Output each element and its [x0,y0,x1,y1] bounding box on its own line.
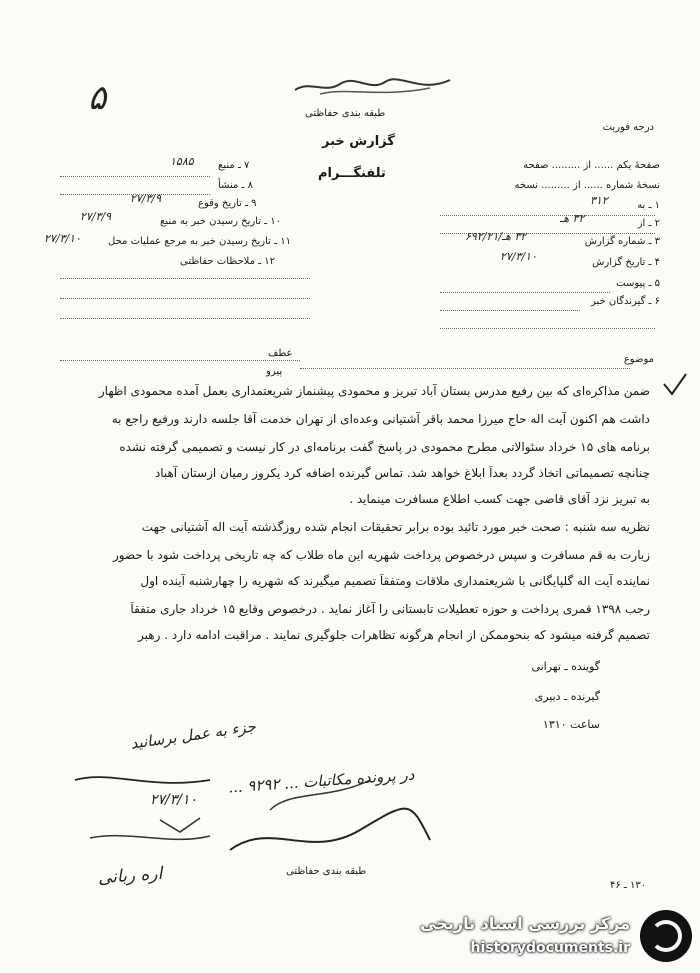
field-notes-line-3 [60,318,310,319]
opinion-line-5: تصمیم گرفته میشود که بنحوممکن از انجام هرگونه تظاهرات جلوگیری نمایند . مراقبت ادامه دارد . رهبر [138,628,650,642]
receiver-line: گیرنده ـ دبیری [534,690,600,703]
field-page-of: صفحهٔ یکم ...... از ......... صفحه [523,160,660,171]
field-received-source-label: ۱۰ ـ تاریخ رسیدن خبر به منبع [160,216,282,227]
field-received-ops-value: ۲۷/۳/۱۰ [44,232,81,245]
body-line-4: چنانچه تصمیماتی اتخاذ گردد بعداً ابلاغ خواهد شد. تماس گیرنده اضافه کرد یکروز رمیان ازستان آهباد [154,466,650,480]
field-to-value: ۳۱۲ [590,194,608,207]
field-from-label: ۲ ـ از [637,218,660,229]
field-recipients-label: ۶ ـ گیرندگان خبر [590,296,660,307]
handwritten-note-2: در پرونده مکاتبات ... ۹۲۹۲ ... [227,765,415,797]
signature-scribble [70,760,630,880]
field-event-date-value: ۲۷/۳/۹ [130,192,162,205]
field-notes-line-1 [60,278,310,279]
archive-name: مرکز بررسی اسناد تاریخی [420,914,630,933]
body-line-5: به تبریز نزد آقای قاضی جهت کسب اطلاع مسافرت مینماید . [349,492,650,506]
field-received-ops-label: ۱۱ ـ تاریخ رسیدن خبر به مرجع عملیات محل [108,236,291,247]
subject-line [300,368,630,369]
archive-url: historydocuments.ir [470,940,630,956]
classification-bottom: طبقه بندی حفاظتی [286,866,367,877]
handwritten-date: ۲۷/۳/۱۰ [150,792,198,808]
opinion-line-2: زیارت به قم مسافرت و سپس درخصوص پرداخت شهریه این ماه طلاب که چه تاریخی پرداخت شود با حضور [112,548,650,562]
stamp-scribble [290,72,460,102]
field-source-label: ۷ ـ منبع [218,160,250,171]
time-line: ساعت ۱۳۱۰ [542,718,600,731]
classification-top: طبقه بندی حفاظتی [305,108,386,119]
field-report-date-value: ۲۷/۳/۱۰ [500,250,537,263]
field-to-line [440,215,655,216]
field-report-no-value: ۳۲ هـ/۶۹۲/۲۱ [465,230,527,243]
opinion-line-4: رجب ۱۳۹۸ قمری پرداخت و حوزه تعطیلات تابستانی را آغاز نماید . درخصوص وقایع ۱۵ خرداد جاری متفقاً [130,602,650,616]
field-copy-of: نسخهٔ شماره ...... از ......... نسخه [514,180,660,191]
handwritten-bottom-left: اره ربانی [97,863,163,889]
field-recipients-line-1 [440,310,580,311]
field-to-label: ۱ ـ به [637,200,660,211]
telegram-label: تلفنگـــرام [318,166,386,181]
opinion-line-3: نماینده آیت اله گلپایگانی با شریعتمداری ملاقات ومتفقاً تصمیم میگیرند که شهریه را چهارشنبه آینده اول [140,574,650,588]
report-title: گزارش خبر [322,134,395,149]
page-number-mark: ۵ [88,78,107,118]
ref-top-label: عطف [268,348,293,359]
field-notes-label: ۱۲ ـ ملاحظات حفاظتی [180,256,275,267]
field-from-value: ۳۲ هـ [560,212,585,225]
archive-watermark [410,898,700,973]
field-attachment-label: ۵ ـ پیوست [616,278,660,289]
body-line-2: داشت هم اکنون آیت اله حاج میرزا محمد باقر آشتیانی وعده‌ای از تهران خدمت آقا جلسه دارند ورفیع راجع به [111,412,650,426]
check-mark-icon [660,370,690,400]
handwritten-note-1: جزء به عمل برسانید [129,717,257,753]
body-line-3: برنامه های ۱۵ خرداد سئوالاتی مطرح محمودی در پاسخ گفت برنامه‌ای در کار نیست و تصمیمی گرفته نشده [119,440,650,454]
field-origin-label: ۸ ـ منشأ [218,180,254,191]
field-attachment-line [440,292,610,293]
form-number: ۱۳۰ ـ ۴۶ [610,880,647,891]
field-event-date-label: ۹ ـ تاریخ وقوع [198,198,257,209]
field-report-date-label: ۴ ـ تاریخ گزارش [592,257,660,268]
field-recipients-line-2 [440,328,655,329]
body-line-1: ضمن مذاکره‌ای که بین رفیع مدرس بستان آباد تبریز و محمودی پیشنماز شریعتمداری بعمل آمده محمودی اظهار [98,384,650,398]
reporter-line: گوینده ـ تهرانی [531,660,600,673]
field-notes-line-2 [60,298,310,299]
subject-label: موضوع [623,354,654,365]
field-report-no-label: ۳ ـ شماره گزارش [584,236,660,247]
archive-logo-icon [640,910,692,962]
field-source-line [60,176,210,177]
urgency-label: درجه فوریت [602,122,654,133]
opinion-line-1: نظریه سه شنبه : صحت خبر مورد تائید بوده برابر تحقیقات انجام شده روزگذشته آیت اله آشتیانی جهت [141,520,650,534]
field-received-source-value: ۲۷/۳/۹ [80,210,112,223]
field-source-value: ۱۵۸۵ [170,155,194,168]
ref-bottom-label: پیرو [266,366,283,377]
ref-divider [60,360,300,361]
